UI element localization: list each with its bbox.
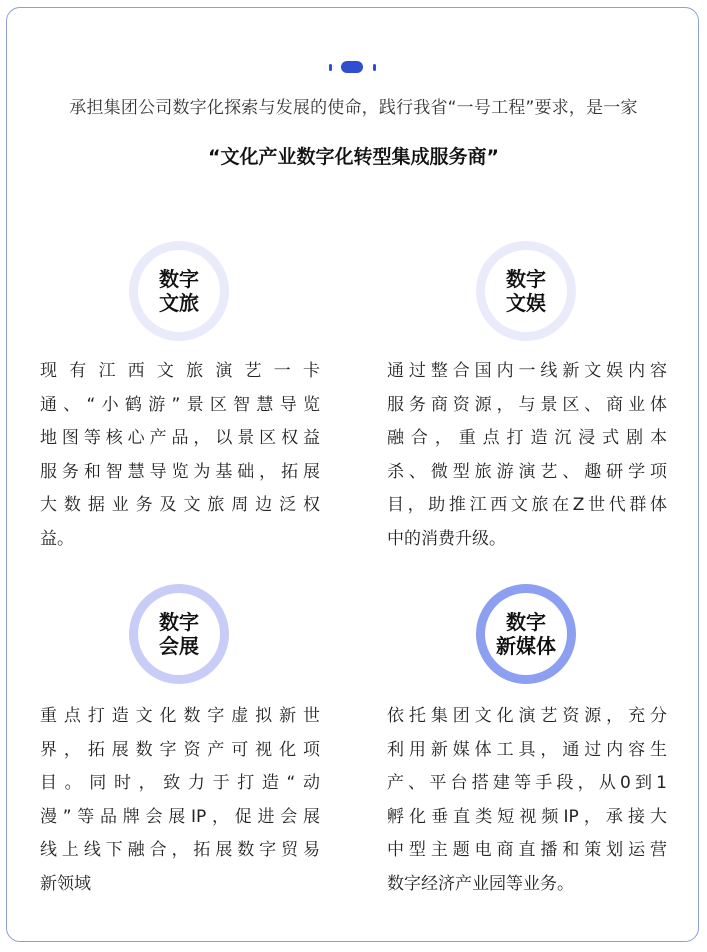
description-line: 产、平台搭建等手段，从0到1 — [387, 773, 667, 794]
section-description — [387, 355, 667, 557]
description-line: 重点打造文化数字虚拟新世 — [40, 706, 320, 726]
dot-icon — [329, 64, 332, 71]
badge-digital-tourism — [129, 241, 229, 341]
badge-title-line: 新媒体 — [496, 634, 556, 658]
description-line: 新领域 — [40, 873, 91, 894]
description-line: 融合，重点打造沉浸式剧本 — [387, 428, 667, 449]
description-line: 线上线下融合，拓展数字贸易 — [40, 840, 320, 861]
section-description — [40, 700, 320, 902]
badge-digital-new-media — [476, 584, 576, 684]
badge-title-line: 文娱 — [506, 291, 546, 315]
dot-icon — [373, 64, 376, 71]
description-line: 界，拓展数字资产可视化项 — [40, 739, 320, 760]
section-description — [387, 700, 667, 902]
badge-title-line: 会展 — [159, 634, 199, 658]
description-line: 目，助推江西文旅在Z世代群体 — [387, 495, 667, 516]
description-line: 服务商资源，与景区、商业体 — [387, 394, 667, 415]
intro-text: 承担集团公司数字化探索与发展的使命，践行我省“一号工程”要求，是一家 — [69, 98, 638, 118]
description-line: 利用新媒体工具，通过内容生 — [387, 739, 667, 760]
description-line: 数字经济产业园等业务。 — [387, 873, 574, 894]
description-line: 杀、微型旅游演艺、趣研学项 — [387, 461, 667, 482]
description-line: 目。同时，致力于打造“动 — [40, 773, 320, 794]
description-line: 漫”等品牌会展IP，促进会展 — [40, 806, 320, 827]
badge-title-line: 数字 — [506, 610, 546, 634]
description-line: 通、“小鹤游”景区智慧导览 — [40, 394, 320, 415]
badge-digital-entertainment — [476, 241, 576, 341]
badge-title-line: 数字 — [159, 610, 199, 634]
description-line: 中型主题电商直播和策划运营 — [387, 840, 667, 861]
badge-title-line: 数字 — [159, 267, 199, 291]
decorative-divider — [0, 61, 707, 73]
pill-icon — [341, 61, 363, 73]
description-line: 现有江西文旅演艺一卡 — [40, 361, 320, 381]
description-line: 大数据业务及文旅周边泛权 — [40, 495, 320, 516]
badge-title-line: 数字 — [506, 267, 546, 291]
badge-digital-exhibition — [129, 584, 229, 684]
description-line: 益。 — [40, 528, 74, 549]
description-line: 孵化垂直类短视频IP，承接大 — [387, 806, 667, 827]
description-line: 地图等核心产品，以景区权益 — [40, 428, 320, 449]
slogan-title: “文化产业数字化转型集成服务商” — [208, 146, 499, 168]
description-line: 通过整合国内一线新文娱内容 — [387, 361, 667, 381]
description-line: 服务和智慧导览为基础，拓展 — [40, 461, 320, 482]
description-line: 中的消费升级。 — [387, 528, 506, 549]
description-line: 依托集团文化演艺资源，充分 — [387, 706, 667, 726]
badge-title-line: 文旅 — [159, 291, 199, 315]
section-description — [40, 355, 320, 557]
